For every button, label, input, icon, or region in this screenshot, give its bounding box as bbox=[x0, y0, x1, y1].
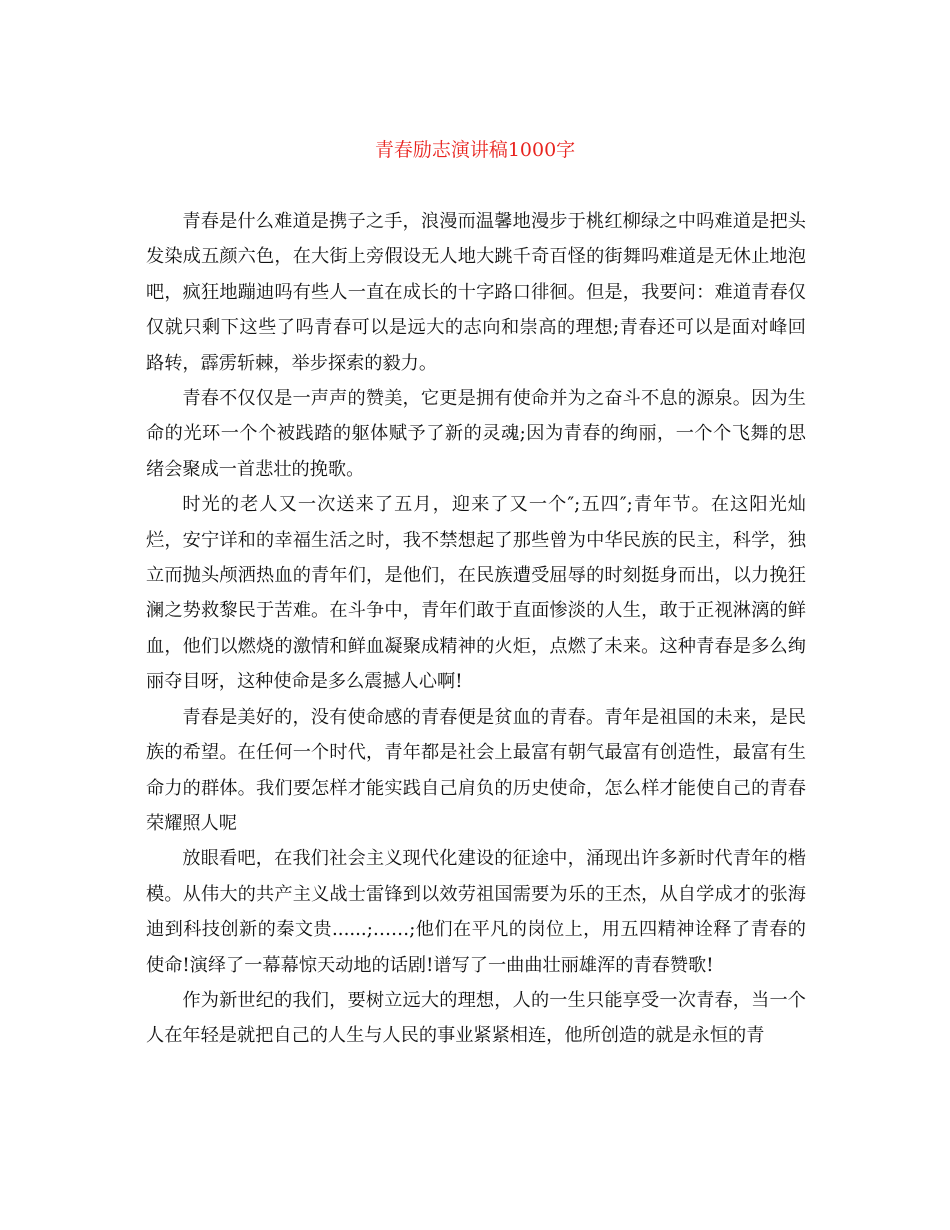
paragraph-5: 放眼看吧，在我们社会主义现代化建设的征途中，涌现出许多新时代青年的楷模。从伟大的共产主义战士雷锋到以效劳祖国需要为乐的王杰，从自学成才的张海迪到科技创新的秦文贵......;……;他们在平凡的岗位上，用五四精神诠释了青春的使命!演绎了一幕幕惊天动地的话剧!谱写了一曲曲壮丽雄浑的青春赞歌! bbox=[146, 848, 806, 976]
paragraph-1: 青春是什么难道是携子之手，浪漫而温馨地漫步于桃红柳绿之中吗难道是把头发染成五颜六色，在大街上旁假设无人地大跳千奇百怪的街舞吗难道是无休止地泡吧，疯狂地蹦迪吗有些人一直在成长的十字路口徘徊。但是，我要问：难道青春仅仅就只剩下这些了吗青春可以是远大的志向和崇高的理想;青春还可以是面对峰回路转，霹雳斩棘，举步探索的毅力。 bbox=[146, 211, 806, 374]
paragraph-6: 作为新世纪的我们，要树立远大的理想，人的一生只能享受一次青春，当一个人在年轻是就把自己的人生与人民的事业紧紧相连，他所创造的就是永恒的青 bbox=[146, 989, 806, 1047]
document-title: 青春励志演讲稿1000字 bbox=[374, 139, 576, 161]
document-body bbox=[146, 204, 806, 1054]
paragraph-2: 青春不仅仅是一声声的赞美，它更是拥有使命并为之奋斗不息的源泉。因为生命的光环一个个被践踏的躯体赋予了新的灵魂;因为青春的绚丽，一个个飞舞的思绪会聚成一首悲壮的挽歌。 bbox=[146, 388, 806, 480]
paragraph-4: 青春是美好的，没有使命感的青春便是贫血的青春。青年是祖国的未来，是民族的希望。在任何一个时代，青年都是社会上最富有朝气最富有创造性，最富有生命力的群体。我们要怎样才能实践自己肩负的历史使命，怎么样才能使自己的青春荣耀照人呢 bbox=[146, 706, 806, 834]
paragraph-3: 时光的老人又一次送来了五月，迎来了又一个″;五四″;青年节。在这阳光灿烂，安宁详和的幸福生活之时，我不禁想起了那些曾为中华民族的民主，科学，独立而抛头颅洒热血的青年们，是他们，在民族遭受屈辱的时刻挺身而出，以力挽狂澜之势救黎民于苦难。在斗争中，青年们敢于直面惨淡的人生，敢于正视淋漓的鲜血，他们以燃烧的激情和鲜血凝聚成精神的火炬，点燃了未来。这种青春是多么绚丽夺目呀，这种使命是多么震撼人心啊! bbox=[146, 494, 806, 693]
